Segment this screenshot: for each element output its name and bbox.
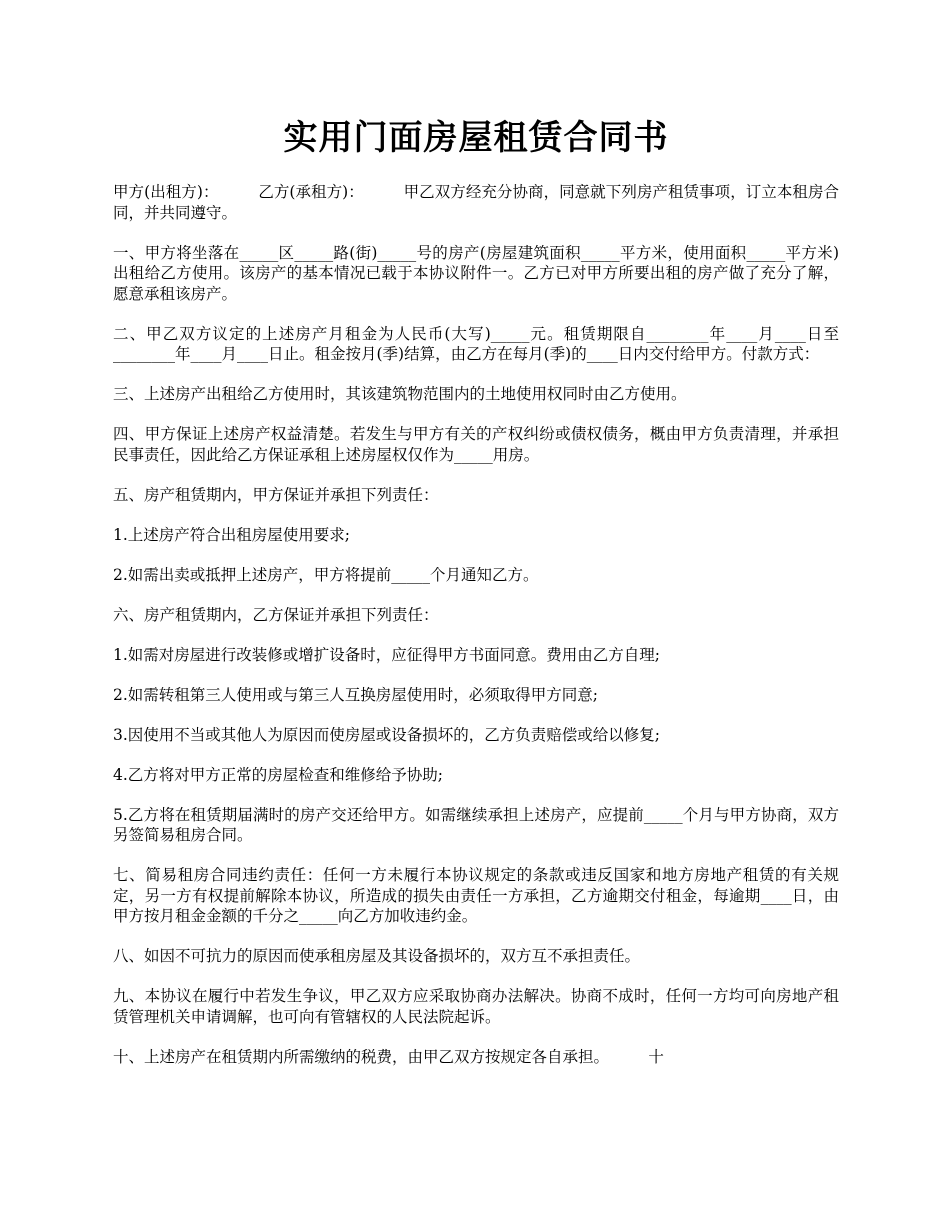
clause-6-item-5: 5.乙方将在租赁期届满时的房产交还给甲方。如需继续承担上述房产，应提前_____个月与甲方协商，双方另签简易租房合同。: [113, 805, 839, 844]
intro-paragraph: 甲方(出租方)： 乙方(承租方)： 甲乙双方经充分协商，同意就下列房产租赁事项，订立本租房合同，并共同遵守。: [113, 183, 839, 222]
clause-10-paragraph: 十、上述房产在租赁期内所需缴纳的税费，由甲乙双方按规定各自承担。 十: [113, 1047, 664, 1066]
document-title: 实用门面房屋租赁合同书: [283, 118, 669, 158]
clause-5-item-2: 2.如需出卖或抵押上述房产，甲方将提前_____个月通知乙方。: [113, 565, 539, 584]
clause-2-paragraph: 二、甲乙双方议定的上述房产月租金为人民币(大写)_____元。租赁期限自________年____月____日至________年____月____日止。租金按月(季)结算，由乙方在每月(季)的____日内交付给甲方。付款方式：: [113, 324, 839, 363]
clause-7-paragraph: 七、简易租房合同违约责任：任何一方未履行本协议规定的条款或违反国家和地方房地产租赁的有关规定，另一方有权提前解除本协议，所造成的损失由责任一方承担，乙方逾期交付租金，每逾期____日，由甲方按月租金金额的千分之_____向乙方加收违约金。: [113, 866, 839, 925]
clause-4-paragraph: 四、甲方保证上述房产权益清楚。若发生与甲方有关的产权纠纷或债权债务，概由甲方负责清理，并承担民事责任，因此给乙方保证承租上述房屋权仅作为_____用房。: [113, 425, 839, 464]
clause-6-heading: 六、房产租赁期内，乙方保证并承担下列责任：: [113, 605, 439, 624]
clause-5-item-1: 1.上述房产符合出租房屋使用要求;: [113, 525, 351, 544]
clause-1-paragraph: 一、甲方将坐落在_____区_____路(街)_____号的房产(房屋建筑面积_____平方米，使用面积_____平方米)出租给乙方使用。该房产的基本情况已载于本协议附件一。乙方已对甲方所要出租的房产做了充分了解，愿意承租该房产。: [113, 243, 839, 303]
clause-6-item-1: 1.如需对房屋进行改装修或增扩设备时，应征得甲方书面同意。费用由乙方自理;: [113, 645, 661, 664]
clause-3-paragraph: 三、上述房产出租给乙方使用时，其该建筑物范围内的土地使用权同时由乙方使用。: [113, 385, 687, 403]
clause-6-item-4: 4.乙方将对甲方正常的房屋检查和维修给予协助;: [113, 765, 444, 784]
document-page: [113, 108, 839, 1087]
clause-8-paragraph: 八、如因不可抗力的原因而使承租房屋及其设备损坏的，双方互不承担责任。: [113, 947, 641, 965]
clause-9-paragraph: 九、本协议在履行中若发生争议，甲乙双方应采取协商办法解决。协商不成时，任何一方均可向房地产租赁管理机关申请调解，也可向有管辖权的人民法院起诉。: [113, 987, 839, 1026]
clause-6-item-3: 3.因使用不当或其他人为原因而使房屋或设备损坏的，乙方负责赔偿或给以修复;: [113, 725, 661, 744]
clause-6-item-2: 2.如需转租第三人使用或与第三人互换房屋使用时，必须取得甲方同意;: [113, 685, 599, 704]
clause-5-heading: 五、房产租赁期内，甲方保证并承担下列责任：: [113, 485, 439, 504]
